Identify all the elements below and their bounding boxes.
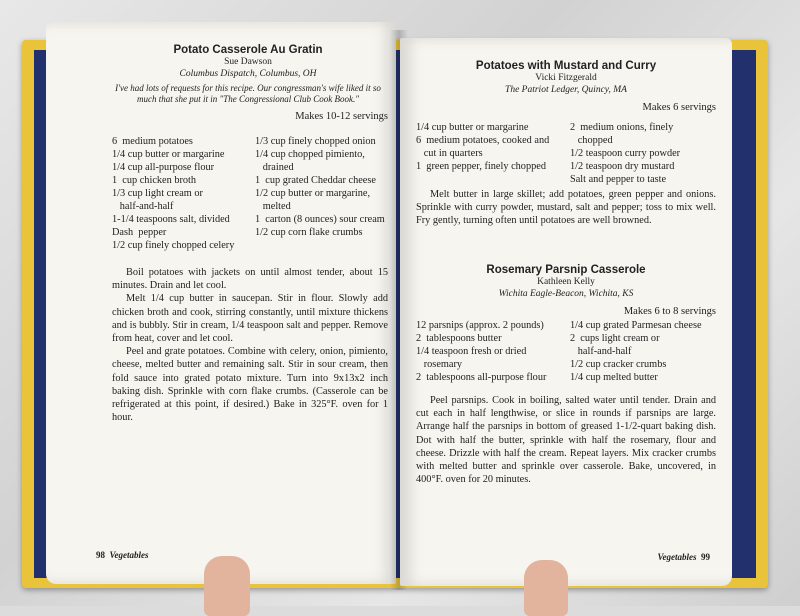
ingredient-item: 1/4 cup chopped pimiento, [255,149,365,160]
page-number: 99 [701,552,710,562]
direction-paragraph: Peel parsnips. Cook in boiling, salted water until tender. Drain and cut each in half lengthwise, or slice in rounds if parsnips are large. Arrange half the parsnips in bottom of greased 1-1/2-quart baking dish. Dot with half the butter, sprinkle with half the rosemary, flour and cheese. Drizzle with half the cream. Repeat layers. Mix cracker crumbs with melted butter and sprinkle over casserole. Bake, uncovered, in 400°F. oven for 20 minutes. [416,395,716,486]
page-number: 98 [96,550,105,560]
ingredient-item: 1 green pepper, finely chopped [416,161,546,172]
ingredient-item: 1/4 cup all-purpose flour [112,162,215,173]
ingredient-item: 12 parsnips (approx. 2 pounds) [416,320,544,331]
ingredient-item: 6 medium potatoes [112,136,193,147]
ingredients-column-left [416,121,562,186]
recipe-source: Columbus Dispatch, Columbus, OH [179,69,317,79]
ingredient-item: 1-1/4 teaspoons salt, divided [112,214,230,225]
ingredient-item: 1 cup chicken broth [112,175,197,186]
ingredient-item: 1/4 cup butter or margarine [416,122,529,133]
ingredient-item: 1/2 cup butter or margarine, [255,188,371,199]
direction-paragraph: Boil potatoes with jackets on until almost tender, about 15 minutes. Drain and let cool. [112,267,388,292]
direction-paragraph: Melt 1/4 cup butter in saucepan. Stir in flour. Slowly add chicken broth and cook, stirring constantly, until mixture thickens and is bubbly. Stir in cream, 1/4 teaspoon salt and pepper. Remove from heat, cover and let cool. [112,293,388,345]
recipe-author: Sue Dawson [224,57,272,67]
ingredient-item: 2 tablespoons butter [416,333,502,344]
ingredients-list [416,319,716,384]
ingredient-item: 1/2 cup cracker crumbs [570,359,667,370]
ingredients-list [416,121,716,186]
recipe-author: Vicki Fitzgerald [535,73,597,83]
ingredients-column-left [112,135,247,252]
ingredient-item: 1/4 cup grated Parmesan cheese [570,320,702,331]
ingredient-item: 1 carton (8 ounces) sour cream [255,214,385,225]
recipe-source: Wichita Eagle-Beacon, Wichita, KS [498,289,634,299]
page-footer-right [658,552,711,562]
recipe-title: Potato Casserole Au Gratin [173,44,323,56]
right-thumb [524,560,568,616]
recipe-note: I've had lots of requests for this recipe. Our congressman's wife liked it so much that she put it in "The Congressional Club Cook Book." [115,83,381,104]
direction-paragraph: Peel and grate potatoes. Combine with celery, onion, pimiento, cheese, melted butter and remaining salt. Stir in sour cream, then fold sauce into grated potato mixture. Turn into 9x13x2 inch baking dish. Sprinkle with corn flake crumbs. (Casserole can be refrigerated at this point, if desired.) Bake in 325°F. oven for 1 hour. [112,346,388,424]
ingredient-item: 1/4 cup melted butter [570,372,658,383]
recipe-potato-casserole [108,44,388,122]
ingredient-item: 1/3 cup finely chopped onion [255,136,376,147]
recipe-servings: Makes 10-12 servings [295,111,388,122]
ingredient-item: Dash pepper [112,227,167,238]
ingredient-item: 1/2 cup corn flake crumbs [255,227,363,238]
recipe-title: Rosemary Parsnip Casserole [486,264,646,276]
ingredient-item: 2 tablespoons all-purpose flour [416,372,547,383]
ingredient-item: 1/2 cup finely chopped celery [112,240,235,251]
ingredient-item: 1 cup grated Cheddar cheese [255,175,376,186]
recipe-directions [416,394,716,486]
ingredient-item: cut in quarters [416,148,483,159]
recipe-directions [416,188,716,228]
ingredient-item: melted [255,201,291,212]
ingredient-item: half-and-half [112,201,174,212]
ingredients-list [112,135,390,252]
ingredient-item: 1/3 cup light cream or [112,188,203,199]
ingredients-column-right [255,135,390,252]
ingredient-item: Salt and pepper to taste [570,174,667,185]
recipe-directions [112,266,388,424]
recipe-source: The Patriot Ledger, Quincy, MA [505,85,627,95]
direction-paragraph: Melt butter in large skillet; add potatoes, green pepper and onions. Sprinkle with curry powder, mustard, salt and pepper; toss to mix well. Fry gently, turning often until potatoes are well browned. [416,189,716,227]
section-name: Vegetables [109,550,149,560]
ingredient-item: chopped [570,135,613,146]
ingredient-item: 2 medium onions, finely [570,122,674,133]
ingredient-item: drained [255,162,294,173]
ingredient-item: half-and-half [570,346,632,357]
ingredient-item: 2 cups light cream or [570,333,660,344]
ingredient-item: 1/2 teaspoon curry powder [570,148,681,159]
recipe-potatoes-mustard-curry [416,60,716,113]
ingredient-item: 1/4 teaspoon fresh or dried [416,346,527,357]
left-page [46,22,396,584]
ingredient-item: rosemary [416,359,463,370]
recipe-servings: Makes 6 servings [642,102,716,113]
ingredients-column-right [570,121,716,186]
section-name: Vegetables [657,552,697,562]
ingredient-item: 6 medium potatoes, cooked and [416,135,550,146]
recipe-rosemary-parsnip [416,264,716,317]
left-thumb [204,556,250,616]
ingredient-item: 1/2 teaspoon dry mustard [570,161,675,172]
ingredient-item: 1/4 cup butter or margarine [112,149,225,160]
page-footer-left [96,550,149,560]
recipe-title: Potatoes with Mustard and Curry [475,60,657,72]
right-page [400,38,732,586]
ingredients-column-right [570,319,716,384]
recipe-author: Kathleen Kelly [537,277,595,287]
ingredients-column-left [416,319,562,384]
recipe-servings: Makes 6 to 8 servings [623,306,716,317]
